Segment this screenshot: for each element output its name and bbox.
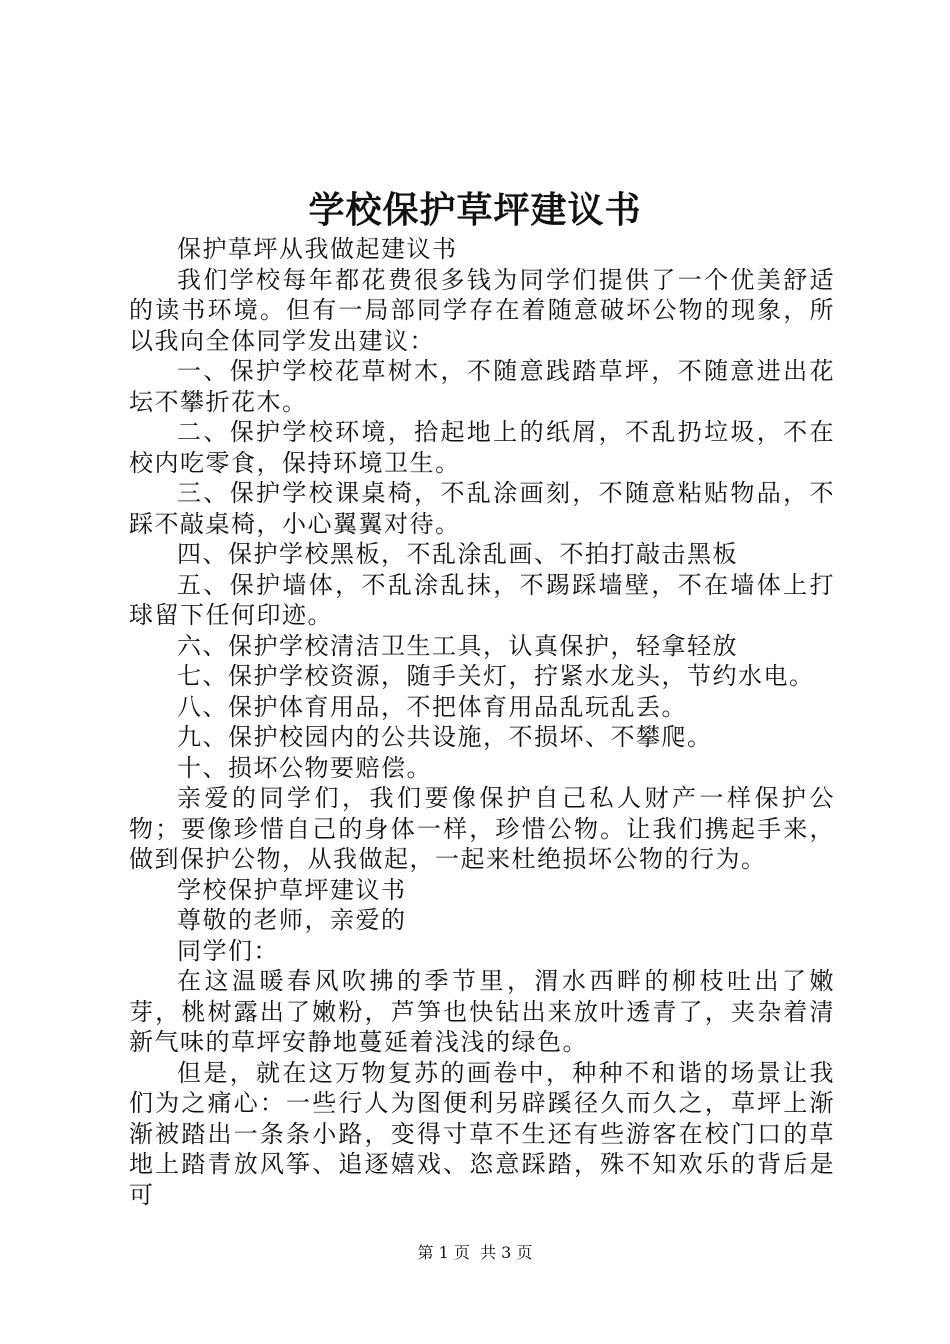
paragraph: 五、保护墙体，不乱涂乱抹，不踢踩墙壁，不在墙体上打球留下任何印迹。 xyxy=(129,570,835,629)
paragraph: 七、保护学校资源，随手关灯，拧紧水龙头，节约水电。 xyxy=(177,662,815,690)
paragraph: 六、保护学校清洁卫生工具，认真保护，轻拿轻放 xyxy=(177,631,738,660)
document-body xyxy=(129,234,835,1210)
paragraph: 一、保护学校花草树木，不随意践踏草坪，不随意进出花坛不攀折花木。 xyxy=(129,357,835,416)
paragraph: 二、保护学校环境，拾起地上的纸屑，不乱扔垃圾，不在校内吃零食，保持环境卫生。 xyxy=(129,418,835,477)
page-number-footer: 第 1 页 共 3 页 xyxy=(417,1243,533,1262)
paragraph: 我们学校每年都花费很多钱为同学们提供了一个优美舒适的读书环境。但有一局部同学存在着随意破坏公物的现象，所以我向全体同学发出建议： xyxy=(129,265,835,355)
paragraph: 十、损坏公物要赔偿。 xyxy=(177,753,432,782)
document-title: 学校保护草坪建议书 xyxy=(308,189,642,231)
paragraph: 保护草坪从我做起建议书 xyxy=(177,235,458,263)
paragraph: 三、保护学校课桌椅，不乱涂画刻，不随意粘贴物品，不踩不敲桌椅，小心翼翼对待。 xyxy=(129,479,835,538)
paragraph: 同学们： xyxy=(177,936,279,965)
paragraph: 但是，就在这万物复苏的画卷中，种种不和谐的场景让我们为之痛心：一些行人为图便利另辟蹊径久而久之，草坪上渐渐被踏出一条条小路，变得寸草不生还有些游客在校门口的草地上踏青放风筝、追逐嬉戏、恣意踩踏，殊不知欢乐的背后是可 xyxy=(129,1058,835,1209)
paragraph: 九、保护校园内的公共设施，不损坏、不攀爬。 xyxy=(177,723,713,751)
paragraph: 八、保护体育用品，不把体育用品乱玩乱丢。 xyxy=(177,692,687,721)
paragraph: 尊敬的老师，亲爱的 xyxy=(177,906,407,934)
paragraph: 四、保护学校黑板，不乱涂乱画、不拍打敲击黑板 xyxy=(177,540,738,568)
paragraph: 亲爱的同学们，我们要像保护自己私人财产一样保护公物；要像珍惜自己的身体一样，珍惜公物。让我们携起手来，做到保护公物，从我做起，一起来杜绝损坏公物的行为。 xyxy=(129,784,835,873)
paragraph: 在这温暖春风吹拂的季节里，渭水西畔的柳枝吐出了嫩芽，桃树露出了嫩粉，芦笋也快钻出来放叶透青了，夹杂着清新气味的草坪安静地蔓延着浅浅的绿色。 xyxy=(129,967,835,1056)
paragraph: 学校保护草坪建议书 xyxy=(177,875,407,904)
